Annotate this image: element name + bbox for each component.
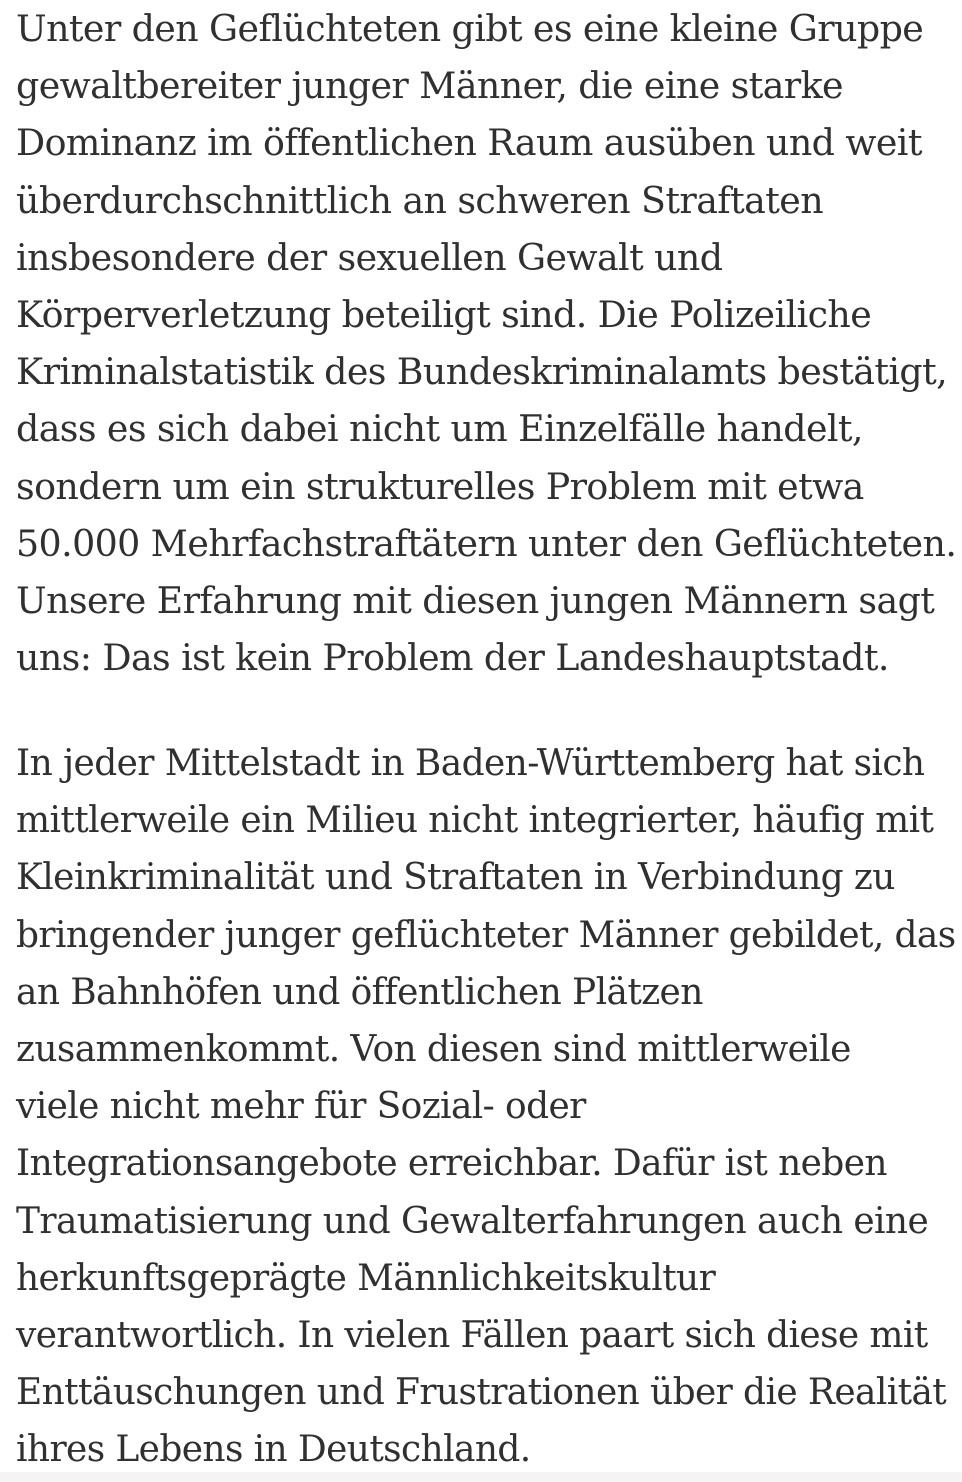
paragraph-line: mittlerweile ein Milieu nicht integrierter, häufig mit: [16, 798, 934, 842]
paragraph-line: zusammenkommt. Von diesen sind mittlerweile: [16, 1026, 851, 1070]
bottom-divider: [0, 1472, 962, 1482]
paragraph-line: Körperverletzung beteiligt sind. Die Polizeiliche: [16, 292, 872, 336]
paragraph-1: [16, 0, 959, 686]
paragraph-line: ihres Lebens in Deutschland.: [16, 1427, 531, 1471]
paragraph-line: herkunftsgeprägte Männlichkeitskultur: [16, 1255, 716, 1299]
paragraph-line: insbesondere der sexuellen Gewalt und: [16, 235, 723, 279]
paragraph-line: Integrationsangebote erreichbar. Dafür ist neben: [16, 1141, 887, 1185]
paragraph-line: Unsere Erfahrung mit diesen jungen Männern sagt: [16, 578, 935, 622]
paragraph-line: In jeder Mittelstadt in Baden-Württemberg hat sich: [16, 741, 925, 784]
paragraph-line: Enttäuschungen und Frustrationen über die Realität: [16, 1370, 947, 1414]
paragraph-line: Kriminalstatistik des Bundeskriminalamts bestätigt,: [16, 350, 948, 394]
paragraph-line: bringender junger geflüchteter Männer gebildet, das: [16, 912, 956, 956]
paragraph-line: verantwortlich. In vielen Fällen paart sich diese mit: [16, 1312, 928, 1356]
paragraph-line: überdurchschnittlich an schweren Straftaten: [16, 178, 824, 222]
paragraph-line: sondern um ein strukturelles Problem mit etwa: [16, 464, 864, 508]
paragraph-line: dass es sich dabei nicht um Einzelfälle handelt,: [16, 407, 863, 451]
paragraph-line: 50.000 Mehrfachstraftätern unter den Geflüchteten.: [16, 521, 957, 565]
paragraph-line: uns: Das ist kein Problem der Landeshauptstadt.: [16, 636, 889, 680]
paragraph-line: an Bahnhöfen und öffentlichen Plätzen: [16, 969, 703, 1013]
paragraph-2: [16, 734, 962, 1477]
paragraph-line: Dominanz im öffentlichen Raum ausüben und weit: [16, 121, 922, 165]
paragraph-line: Unter den Geflüchteten gibt es eine kleine Gruppe: [16, 7, 924, 50]
paragraph-line: gewaltbereiter junger Männer, die eine starke: [16, 64, 843, 108]
paragraph-line: Kleinkriminalität und Straftaten in Verbindung zu: [16, 855, 895, 899]
paragraph-line: viele nicht mehr für Sozial- oder: [16, 1084, 586, 1128]
paragraph-line: Traumatisierung und Gewalterfahrungen auch eine: [16, 1198, 929, 1242]
